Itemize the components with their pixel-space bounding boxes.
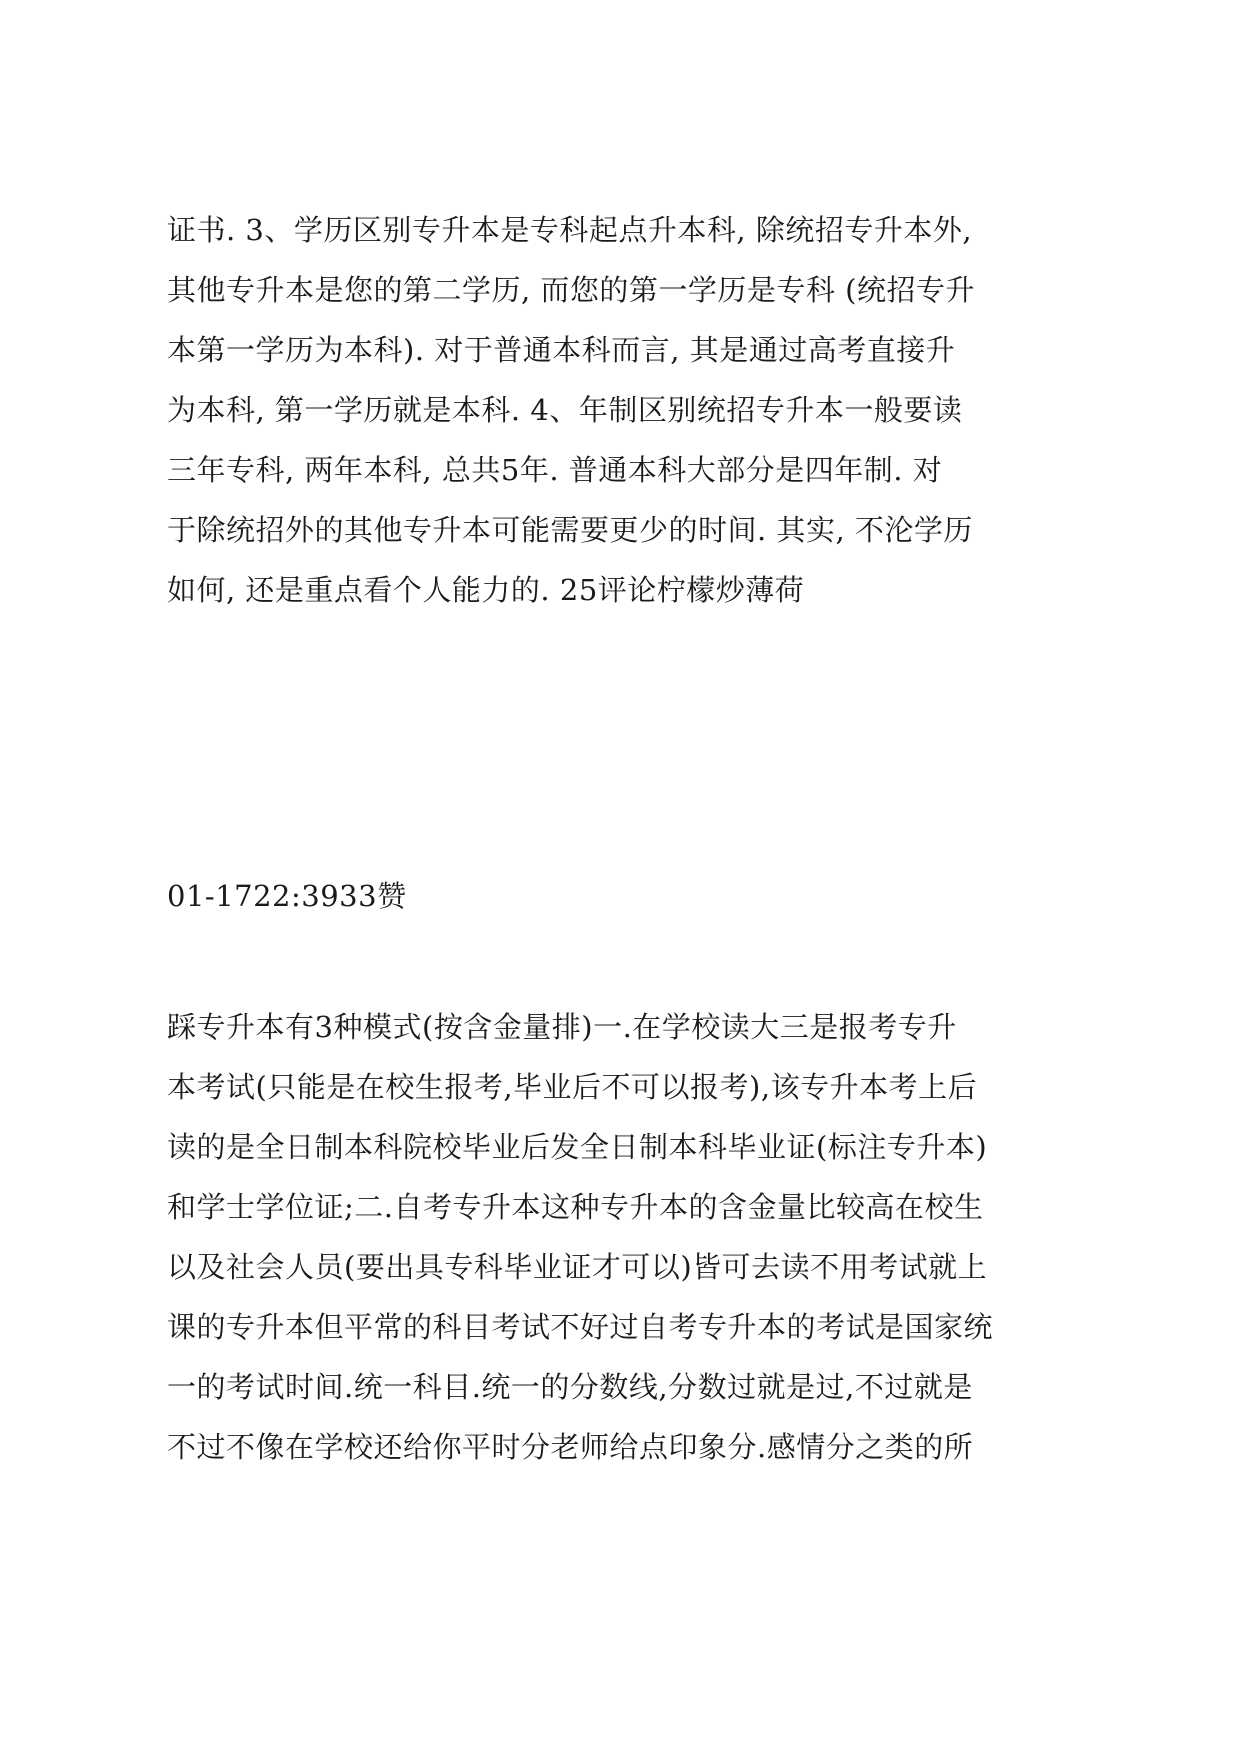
paragraph-1 — [167, 200, 1097, 620]
text-line: 如何, 还是重点看个人能力的. 25评论柠檬炒薄荷 — [167, 573, 805, 607]
text-line: 01-1722:3933赞 — [167, 879, 407, 913]
text-line: 为本科, 第一学历就是本科. 4、年制区别统招专升本一般要读 — [167, 393, 963, 427]
text-line: 三年专科, 两年本科, 总共5年. 普通本科大部分是四年制. 对 — [167, 453, 943, 487]
text-line: 其他专升本是您的第二学历, 而您的第一学历是专科 (统招专升 — [167, 273, 975, 307]
text-line: 本第一学历为本科). 对于普通本科而言, 其是通过高考直接升 — [167, 333, 956, 367]
text-line: 以及社会人员(要出具专科毕业证才可以)皆可去读不用考试就上 — [167, 1250, 988, 1284]
text-line: 本考试(只能是在校生报考,毕业后不可以报考),该专升本考上后 — [167, 1070, 978, 1104]
paragraph-2 — [167, 866, 1097, 926]
paragraph-3 — [167, 997, 1097, 1477]
text-line: 不过不像在学校还给你平时分老师给点印象分.感情分之类的所 — [167, 1430, 974, 1464]
text-line: 踩专升本有3种模式(按含金量排)一.在学校读大三是报考专升 — [167, 1010, 957, 1044]
text-line: 读的是全日制本科院校毕业后发全日制本科毕业证(标注专升本) — [167, 1130, 988, 1164]
text-line: 证书. 3、学历区别专升本是专科起点升本科, 除统招专升本外, — [167, 213, 973, 247]
text-line: 一的考试时间.统一科目.统一的分数线,分数过就是过,不过就是 — [167, 1370, 973, 1404]
text-line: 课的专升本但平常的科目考试不好过自考专升本的考试是国家统 — [167, 1310, 994, 1344]
text-line: 和学士学位证;二.自考专升本这种专升本的含金量比较高在校生 — [167, 1190, 984, 1224]
text-line: 于除统招外的其他专升本可能需要更少的时间. 其实, 不沦学历 — [167, 513, 973, 547]
